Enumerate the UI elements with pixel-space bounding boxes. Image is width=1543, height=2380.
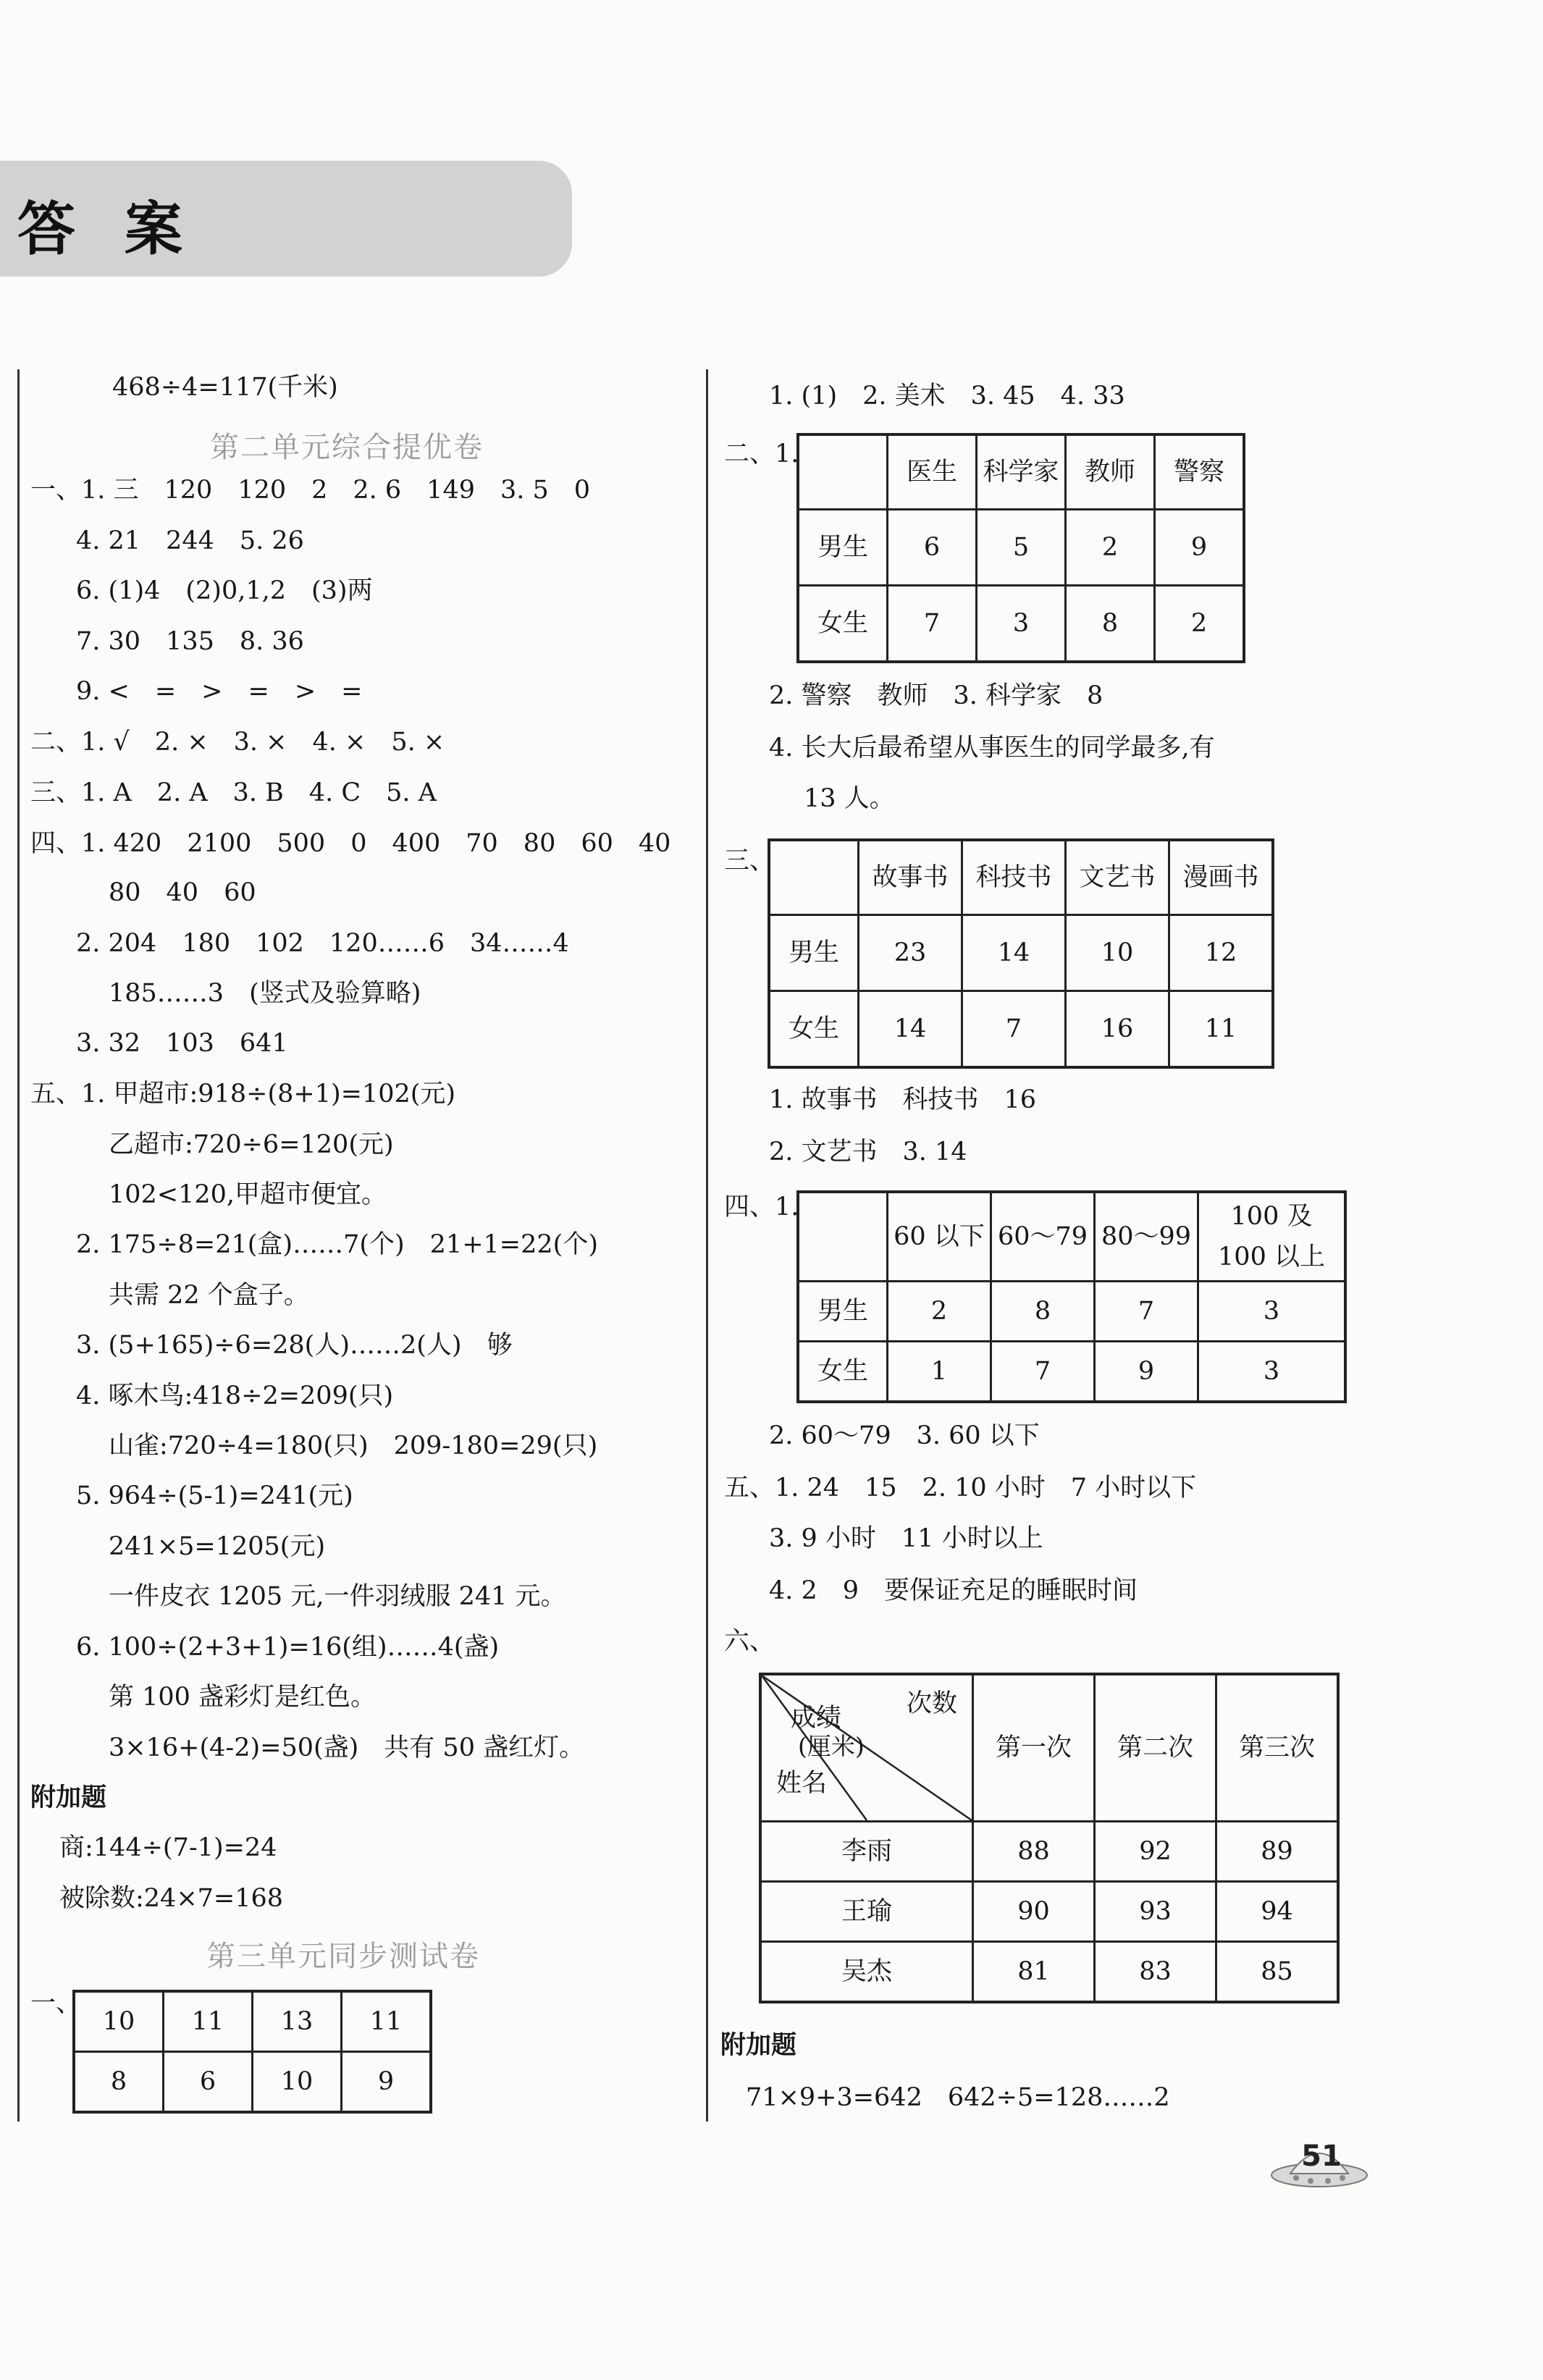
table-header-cell: 科学家 (977, 434, 1066, 510)
table-cell: 3 (1198, 1282, 1346, 1342)
answer-line: 4. 21 244 5. 26 (76, 526, 304, 555)
table-prefix: 二、1. (724, 440, 799, 468)
table-header-cell: 科技书 (962, 840, 1066, 915)
answer-line: 一、1. 三 120 120 2 2. 6 149 3. 5 0 (30, 476, 591, 505)
diag-label-score: 成绩 (791, 1704, 842, 1733)
jump-record-table (759, 1673, 1340, 2003)
table-row (769, 991, 1273, 1068)
answer-line: 185……3 (竖式及验算略) (109, 979, 421, 1008)
table-cell: 3 (977, 586, 1066, 663)
table-prefix: 三、 (724, 846, 775, 875)
answer-line: 2. 175÷8=21(盒)……7(个) 21+1=22(个) (76, 1230, 598, 1259)
table-header-cell: 第三次 (1216, 1674, 1339, 1822)
diag-label-unit: (厘米) (798, 1732, 865, 1760)
table-cell: 93 (1095, 1882, 1216, 1942)
table-row (760, 1942, 1338, 2003)
page-number: 51 (1301, 2140, 1342, 2173)
table-cell: 男生 (769, 915, 859, 991)
table-cell: 女生 (769, 991, 859, 1068)
table-cell: 女生 (798, 586, 888, 663)
table-cell: 3 (1198, 1342, 1346, 1403)
table-header-cell: 故事书 (859, 840, 962, 915)
answer-line: 241×5=1205(元) (109, 1532, 326, 1561)
diag-label-times: 次数 (907, 1689, 958, 1718)
answer-line: 6. 100÷(2+3+1)=16(组)……4(盏) (76, 1633, 500, 1662)
table-cell: 85 (1216, 1942, 1339, 2003)
answer-line: 13 人。 (804, 784, 895, 813)
answer-line: 71×9+3=642 642÷5=128……2 (746, 2083, 1170, 2112)
answer-line: 4. 啄木鸟:418÷2=209(只) (76, 1382, 394, 1410)
answer-line: 三、1. A 2. A 3. B 4. C 5. A (30, 778, 437, 807)
answer-line: 5. 964÷(5-1)=241(元) (76, 1481, 353, 1510)
table-cell (798, 1192, 888, 1282)
table-header-cell: 60～79 (991, 1192, 1095, 1282)
table-cell: 男生 (798, 1282, 888, 1342)
table-header-cell: 60 以下 (888, 1192, 991, 1282)
table-cell: 6 (888, 510, 977, 586)
table-prefix: 六、 (724, 1627, 775, 1656)
table-cell: 11 (1169, 991, 1274, 1068)
answer-line: 一件皮衣 1205 元,一件羽绒服 241 元。 (109, 1582, 566, 1611)
table-cell: 94 (1216, 1882, 1339, 1942)
diagonal-header-cell (760, 1674, 973, 1822)
table-cell: 14 (962, 915, 1066, 991)
table-cell: 92 (1095, 1822, 1216, 1882)
table-row (798, 1192, 1345, 1282)
answer-line: 102<120,甲超市便宜。 (109, 1180, 387, 1209)
table-cell: 83 (1095, 1942, 1216, 2003)
answer-line: 1. 故事书 科技书 16 (769, 1085, 1037, 1114)
answer-line: 1. (1) 2. 美术 3. 45 4. 33 (769, 382, 1125, 411)
table-header-cell: 第二次 (1095, 1674, 1216, 1822)
table-header-cell: 漫画书 (1169, 840, 1274, 915)
column-divider (706, 369, 708, 2122)
table-cell: 2 (1066, 510, 1155, 586)
table-cell: 王瑜 (760, 1882, 973, 1942)
answer-line: 4. 2 9 要保证充足的睡眠时间 (769, 1576, 1138, 1605)
table-cell: 11 (342, 1991, 432, 2052)
table-cell: 男生 (798, 510, 888, 586)
table-cell: 吴杰 (760, 1942, 973, 2003)
table-cell: 16 (1066, 991, 1169, 1068)
table-cell: 8 (1066, 586, 1155, 663)
table-cell: 7 (991, 1342, 1095, 1403)
table-row (74, 1991, 431, 2052)
table-cell: 李雨 (760, 1822, 973, 1882)
table-cell: 89 (1216, 1822, 1339, 1882)
answer-line: 五、1. 甲超市:918÷(8+1)=102(元) (30, 1080, 456, 1109)
answer-line: 山雀:720÷4=180(只) 209-180=29(只) (109, 1431, 598, 1460)
answer-line: 第 100 盏彩灯是红色。 (109, 1683, 377, 1712)
table-row (798, 434, 1244, 510)
page-title: 答 案 (17, 195, 197, 263)
answer-line: 二、1. √ 2. × 3. × 4. × 5. × (30, 728, 445, 757)
answer-line: 80 40 60 (109, 878, 256, 907)
answer-banner (0, 161, 572, 277)
table-cell: 88 (973, 1822, 1095, 1882)
header-line-2: 100 以上 (1218, 1242, 1325, 1271)
answer-line: 3×16+(4-2)=50(盏) 共有 50 盏红灯。 (109, 1733, 585, 1762)
table-cell: 8 (74, 2052, 164, 2113)
bonus-label: 附加题 (720, 2031, 797, 2060)
table-prefix: 一、 (30, 1989, 82, 2018)
left-margin-rule (17, 369, 20, 2122)
career-table (796, 433, 1245, 663)
table-cell: 1 (888, 1342, 991, 1403)
table-row (760, 1674, 1338, 1822)
table-row (74, 2052, 431, 2113)
answer-line: 2. 204 180 102 120……6 34……4 (76, 929, 569, 958)
diag-label-name: 姓名 (776, 1769, 828, 1798)
table-cell: 90 (973, 1882, 1095, 1942)
table-cell: 10 (1066, 915, 1169, 991)
table-cell: 5 (977, 510, 1066, 586)
table-row (798, 510, 1244, 586)
table-cell: 2 (1155, 586, 1245, 663)
table-cell: 14 (859, 991, 962, 1068)
table-cell: 13 (253, 1991, 342, 2052)
table-row (769, 915, 1273, 991)
table-prefix: 四、1. (724, 1193, 799, 1221)
table-row (760, 1822, 1338, 1882)
table-cell: 81 (973, 1942, 1095, 2003)
table-cell: 23 (859, 915, 962, 991)
table-cell: 11 (164, 1991, 253, 2052)
score-range-table (796, 1190, 1347, 1403)
table-row (798, 586, 1244, 663)
answer-line: 3. 32 103 641 (76, 1029, 288, 1058)
table-cell (769, 840, 859, 915)
answer-line: 被除数:24×7=168 (59, 1884, 284, 1913)
answer-line: 四、1. 420 2100 500 0 400 70 80 60 40 (30, 829, 671, 858)
table-cell: 7 (888, 586, 977, 663)
answer-line: 商:144÷(7-1)=24 (59, 1833, 277, 1862)
table-cell: 7 (962, 991, 1066, 1068)
table-header-cell: 教师 (1066, 434, 1155, 510)
table-cell: 7 (1095, 1282, 1198, 1342)
answer-line: 3. 9 小时 11 小时以上 (769, 1524, 1043, 1553)
table-header-cell: 第一次 (973, 1674, 1095, 1822)
table-cell: 2 (888, 1282, 991, 1342)
table-cell: 10 (253, 2052, 342, 2113)
table-cell: 9 (1155, 510, 1245, 586)
header-line-1: 100 及 (1230, 1202, 1313, 1231)
table-header-cell: 80～99 (1095, 1192, 1198, 1282)
answer-line: 2. 文艺书 3. 14 (769, 1138, 967, 1166)
bonus-label: 附加题 (30, 1783, 107, 1812)
answer-line: 五、1. 24 15 2. 10 小时 7 小时以下 (724, 1473, 1197, 1502)
table-cell: 6 (164, 2052, 253, 2113)
table-cell (798, 434, 888, 510)
answer-line: 4. 长大后最希望从事医生的同学最多,有 (769, 733, 1215, 762)
table-header-cell: 医生 (888, 434, 977, 510)
answer-line: 468÷4=117(千米) (112, 373, 338, 402)
answer-line: 共需 22 个盒子。 (109, 1281, 309, 1310)
table-header-cell: 警察 (1155, 434, 1245, 510)
table-header-cell: 文艺书 (1066, 840, 1169, 915)
table-row (769, 840, 1273, 915)
section-title-unit3: 第三单元同步测试卷 (206, 1940, 480, 1973)
answer-line: 9. < = > = > = (76, 677, 363, 706)
table-cell: 8 (991, 1282, 1095, 1342)
answer-line: 6. (1)4 (2)0,1,2 (3)两 (76, 576, 373, 605)
books-table (768, 838, 1274, 1069)
table-row (798, 1342, 1345, 1403)
unit3-table (72, 1990, 432, 2114)
answer-line: 2. 60～79 3. 60 以下 (769, 1421, 1040, 1450)
table-cell: 10 (74, 1991, 164, 2052)
table-cell: 女生 (798, 1342, 888, 1403)
table-header-cell (1198, 1192, 1346, 1282)
answer-line: 7. 30 135 8. 36 (76, 627, 304, 656)
answer-line: 乙超市:720÷6=120(元) (109, 1130, 394, 1159)
table-cell: 9 (1095, 1342, 1198, 1403)
answer-line: 3. (5+165)÷6=28(人)……2(人) 够 (76, 1331, 513, 1360)
answer-line: 2. 警察 教师 3. 科学家 8 (769, 681, 1103, 710)
table-row (760, 1882, 1338, 1942)
section-title-unit2: 第二单元综合提优卷 (210, 431, 484, 464)
table-row (798, 1282, 1345, 1342)
table-cell: 9 (342, 2052, 432, 2113)
table-cell: 12 (1169, 915, 1274, 991)
